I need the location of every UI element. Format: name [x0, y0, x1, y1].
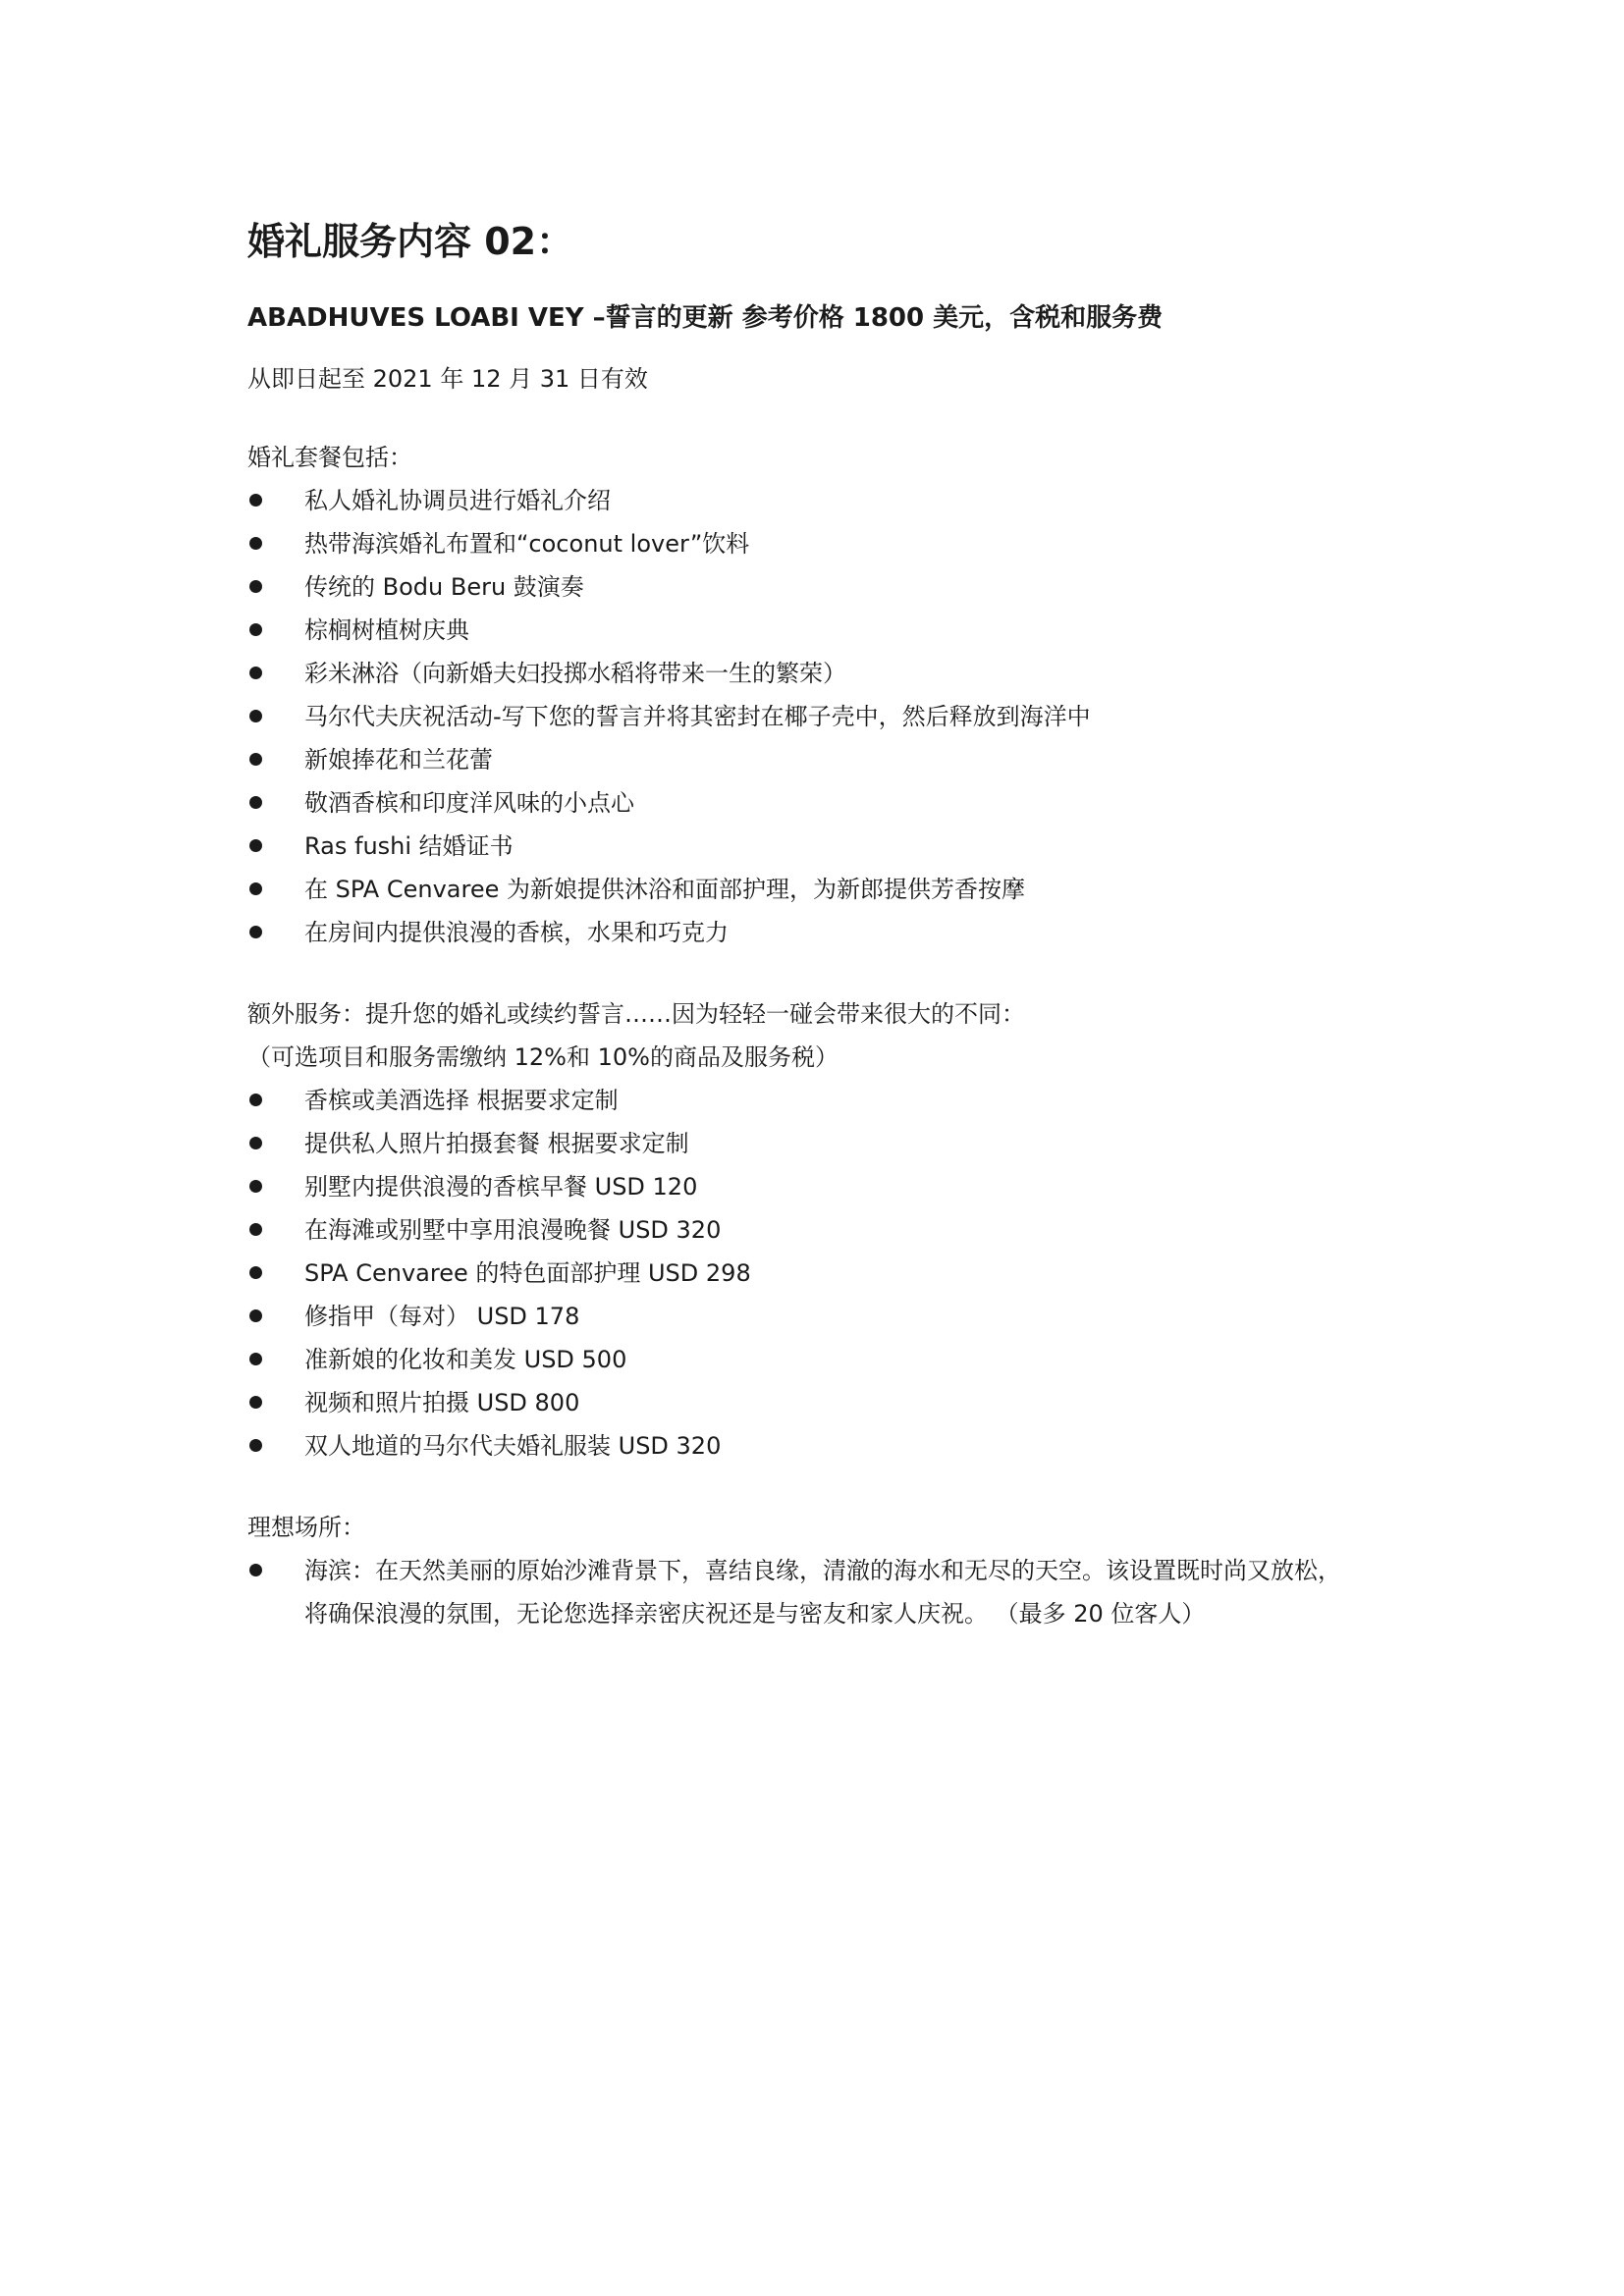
list-item: 马尔代夫庆祝活动-写下您的誓言并将其密封在椰子壳中，然后释放到海洋中	[247, 695, 1406, 738]
venue-list	[247, 1549, 1406, 1635]
document-content	[247, 212, 1406, 1635]
list-item: 新娘捧花和兰花蕾	[247, 738, 1406, 781]
list-item: 提供私人照片拍摄套餐 根据要求定制	[247, 1122, 1406, 1165]
bullet-icon	[249, 580, 262, 593]
bullet-icon	[249, 1353, 262, 1365]
validity-text: 从即日起至 2021 年 12 月 31 日有效	[247, 365, 648, 393]
venue-text-line-1: 海滨：在天然美丽的原始沙滩背景下，喜结良缘，清澈的海水和无尽的天空。该设置既时尚又放松，	[304, 1557, 1341, 1584]
bullet-icon	[249, 1396, 262, 1409]
list-item: 在海滩或别墅中享用浪漫晚餐 USD 320	[247, 1208, 1406, 1252]
list-item: 在房间内提供浪漫的香槟，水果和巧克力	[247, 911, 1406, 954]
bullet-icon	[249, 710, 262, 722]
bullet-icon	[249, 1223, 262, 1236]
extras-section	[247, 992, 1406, 1468]
list-item: 视频和照片拍摄 USD 800	[247, 1381, 1406, 1424]
package-label: 婚礼套餐包括：	[247, 444, 412, 471]
list-item	[247, 1549, 1443, 1635]
list-item: 准新娘的化妆和美发 USD 500	[247, 1338, 1406, 1381]
list-item: 热带海滨婚礼布置和“coconut lover”饮料	[247, 522, 1406, 565]
bullet-icon	[249, 753, 262, 766]
bullet-icon	[249, 667, 262, 679]
package-list	[247, 479, 1406, 954]
package-section	[247, 436, 1406, 954]
venue-section	[247, 1506, 1406, 1635]
bullet-icon	[249, 623, 262, 636]
bullet-icon	[249, 494, 262, 507]
list-item: Ras fushi 结婚证书	[247, 825, 1406, 868]
bullet-icon	[249, 1439, 262, 1452]
bullet-icon	[249, 839, 262, 852]
list-item: 在 SPA Cenvaree 为新娘提供沐浴和面部护理，为新郎提供芳香按摩	[247, 868, 1406, 911]
bullet-icon	[249, 1309, 262, 1322]
page-title: 婚礼服务内容 02：	[247, 220, 574, 263]
list-item: 传统的 Bodu Beru 鼓演奏	[247, 565, 1406, 609]
extras-list	[247, 1079, 1406, 1468]
list-item: 彩米淋浴（向新婚夫妇投掷水稻将带来一生的繁荣）	[247, 652, 1406, 695]
bullet-icon	[249, 1094, 262, 1106]
list-item: 修指甲（每对） USD 178	[247, 1295, 1406, 1338]
list-item: 双人地道的马尔代夫婚礼服装 USD 320	[247, 1424, 1406, 1468]
bullet-icon	[249, 1137, 262, 1149]
bullet-icon	[249, 537, 262, 550]
bullet-icon	[249, 926, 262, 938]
package-subtitle: ABADHUVES LOABI VEY –誓言的更新 参考价格 1800 美元，含税和服务费	[247, 303, 1164, 333]
list-item: 香槟或美酒选择 根据要求定制	[247, 1079, 1406, 1122]
bullet-icon	[249, 1266, 262, 1279]
list-item: 敬酒香槟和印度洋风味的小点心	[247, 781, 1406, 825]
extras-tax-note: （可选项目和服务需缴纳 12%和 10%的商品及服务税）	[247, 1043, 839, 1071]
list-item: 私人婚礼协调员进行婚礼介绍	[247, 479, 1406, 522]
extras-label: 额外服务：提升您的婚礼或续约誓言……因为轻轻一碰会带来很大的不同：	[247, 1000, 1025, 1028]
list-item: SPA Cenvaree 的特色面部护理 USD 298	[247, 1252, 1406, 1295]
list-item: 棕榈树植树庆典	[247, 609, 1406, 652]
bullet-icon	[249, 1564, 262, 1576]
bullet-icon	[249, 1180, 262, 1193]
list-item: 别墅内提供浪漫的香槟早餐 USD 120	[247, 1165, 1406, 1208]
venue-label: 理想场所：	[247, 1514, 365, 1541]
venue-text-line-2: 将确保浪漫的氛围，无论您选择亲密庆祝还是与密友和家人庆祝。 （最多 20 位客人）	[304, 1600, 1206, 1628]
bullet-icon	[249, 796, 262, 809]
bullet-icon	[249, 882, 262, 895]
